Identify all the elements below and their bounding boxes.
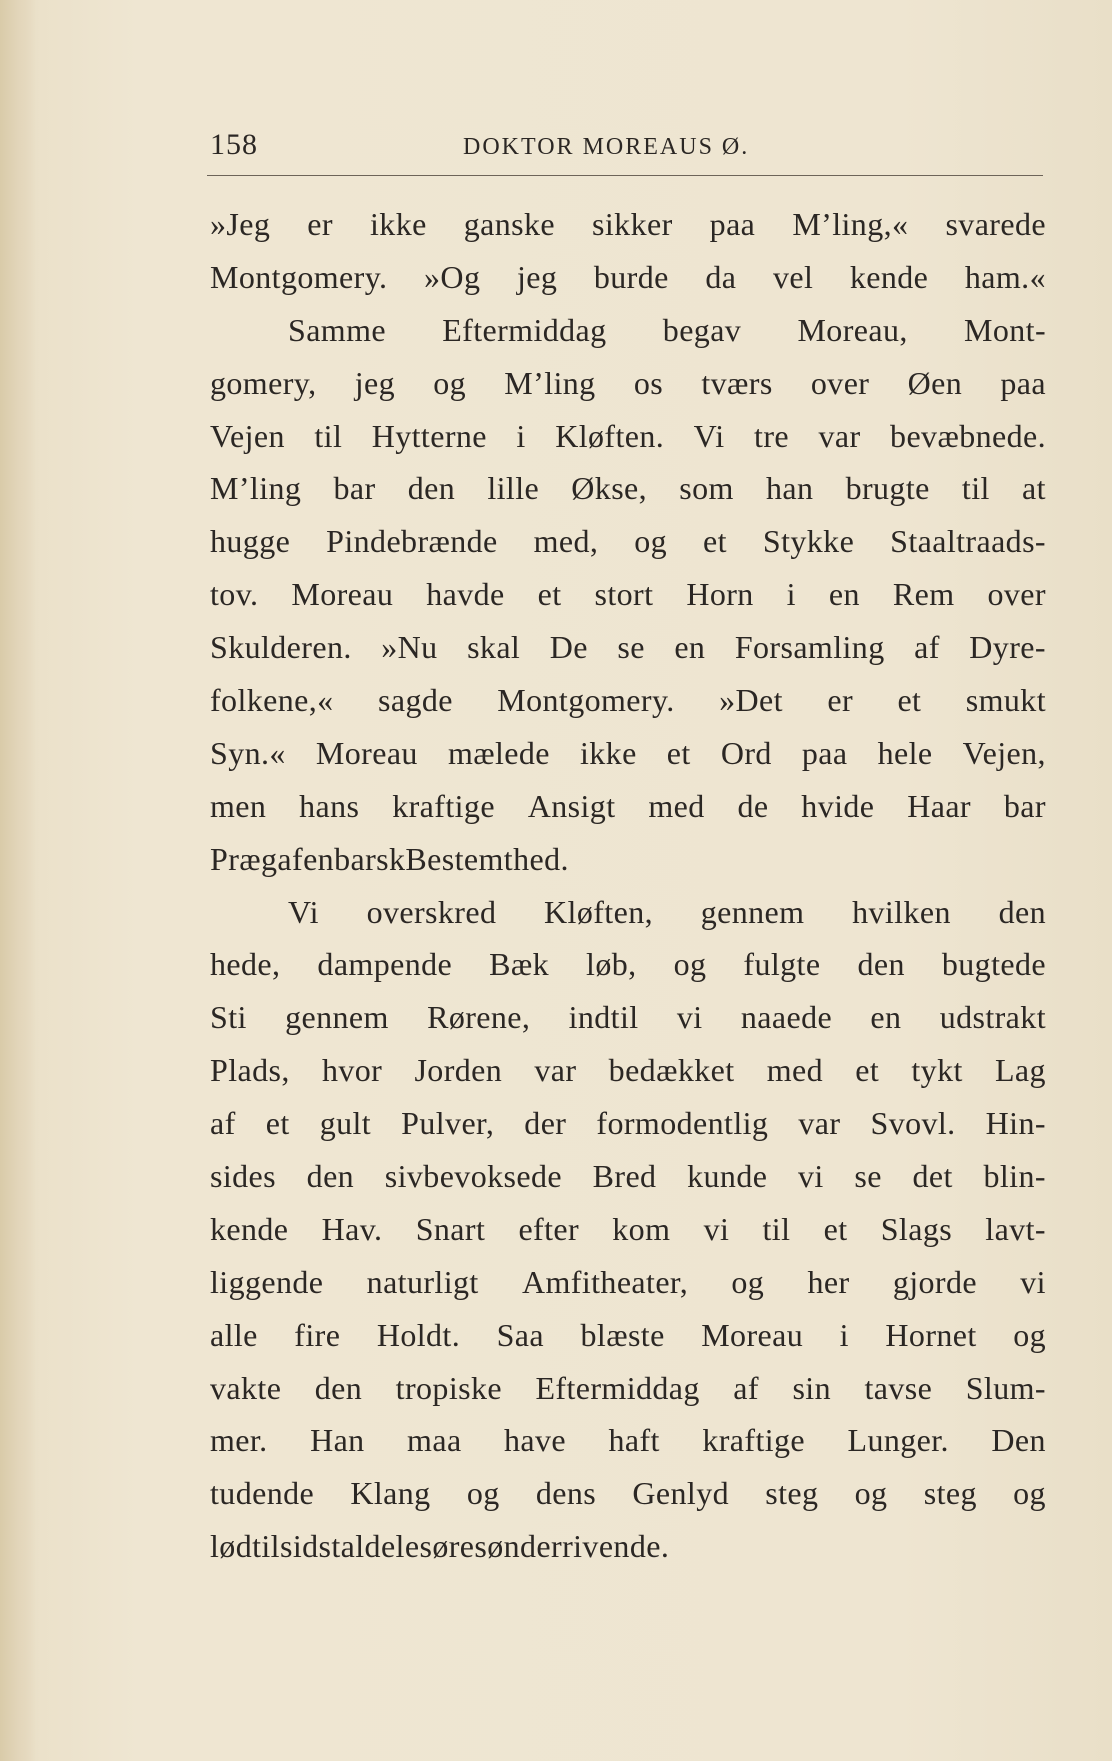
- word: i: [516, 417, 526, 454]
- word: Lag: [994, 1052, 1046, 1089]
- word: Stykke: [762, 523, 855, 560]
- word: Svovl.: [870, 1105, 956, 1142]
- word: M’ling,«: [792, 206, 909, 242]
- word: af: [733, 1369, 759, 1406]
- word: et: [855, 1052, 880, 1089]
- word: Syn.«: [210, 734, 286, 771]
- word: vi: [703, 1210, 730, 1247]
- text-line: [210, 991, 1046, 1044]
- word: i: [786, 576, 796, 613]
- word: i: [839, 1316, 849, 1353]
- word: naaede: [740, 999, 833, 1036]
- word: jeg: [516, 258, 558, 295]
- word: Vejen,: [962, 734, 1046, 771]
- word: blin-: [983, 1158, 1046, 1195]
- word: sides: [210, 1158, 276, 1195]
- body-text: [210, 198, 1046, 1573]
- word: som: [679, 470, 734, 507]
- word: Moreau,: [797, 311, 908, 348]
- word: af: [914, 629, 940, 666]
- word: naturligt: [366, 1263, 479, 1300]
- word: kende: [849, 258, 929, 295]
- word: liggende: [210, 1263, 324, 1300]
- word: tov.: [210, 576, 259, 613]
- word: Bestemthed.: [405, 840, 569, 877]
- word: Slum-: [965, 1369, 1046, 1406]
- word: formodentlig: [596, 1105, 769, 1142]
- word: med,: [533, 523, 599, 560]
- word: Snart: [415, 1210, 486, 1247]
- word: paa: [1000, 364, 1046, 401]
- word: til: [762, 1210, 791, 1247]
- word: tværs: [701, 364, 773, 401]
- word: vi: [676, 999, 703, 1036]
- word: Økse,: [571, 470, 648, 507]
- word: en: [828, 576, 860, 613]
- word: og: [673, 946, 707, 983]
- word: tropiske: [395, 1369, 502, 1406]
- word: Moreau: [291, 576, 394, 613]
- word: en: [674, 629, 706, 666]
- word: haft: [608, 1422, 660, 1459]
- word: brugte: [845, 470, 930, 507]
- word: men: [210, 787, 267, 824]
- word: overskred: [366, 893, 497, 930]
- word: Han: [310, 1422, 365, 1459]
- word: mælede: [447, 734, 550, 771]
- word: paa: [709, 206, 756, 242]
- word: kraftige: [702, 1422, 806, 1459]
- text-line: [210, 568, 1046, 621]
- word: en: [870, 999, 902, 1036]
- word: var: [798, 1105, 841, 1142]
- text-line: [210, 1414, 1046, 1467]
- word: lille: [487, 470, 540, 507]
- word: da: [705, 258, 737, 295]
- word: Forsamling: [734, 629, 885, 666]
- text-line: [210, 410, 1046, 463]
- word: vakte: [210, 1369, 282, 1406]
- word: hede,: [210, 946, 281, 983]
- word: Skulderen.: [210, 629, 352, 666]
- word: og: [634, 523, 668, 560]
- word: maa: [407, 1422, 462, 1459]
- word: en: [303, 840, 335, 877]
- word: sikker: [592, 206, 673, 242]
- word: Holdt.: [376, 1316, 461, 1353]
- word: vi: [798, 1158, 824, 1195]
- word: af: [210, 1105, 236, 1142]
- word: Sti: [210, 999, 247, 1036]
- word: med: [648, 787, 705, 824]
- word: over: [810, 364, 870, 401]
- text-line: [210, 1203, 1046, 1256]
- word: Mont-: [964, 311, 1046, 348]
- word: Kløften,: [544, 893, 653, 930]
- word: fire: [294, 1316, 341, 1353]
- word: fulgte: [743, 946, 821, 983]
- page-number: 158: [210, 128, 258, 161]
- word: udstrakt: [939, 999, 1046, 1036]
- word: og: [1013, 1475, 1046, 1512]
- word: ganske: [463, 206, 555, 242]
- word: svarede: [945, 206, 1046, 242]
- text-line: [210, 674, 1046, 727]
- word: løb,: [586, 946, 637, 983]
- word: den: [407, 470, 456, 507]
- word: Eftermiddag: [442, 311, 607, 348]
- word: Hav.: [321, 1210, 383, 1247]
- word: Lunger.: [847, 1422, 949, 1459]
- word: Klang: [350, 1475, 431, 1512]
- word: »Det: [719, 682, 783, 719]
- word: ham.«: [964, 258, 1046, 295]
- word: den: [314, 1369, 363, 1406]
- word: gjorde: [892, 1263, 977, 1300]
- word: M’ling: [210, 470, 302, 507]
- word: Præg: [210, 840, 278, 877]
- word: og: [731, 1263, 765, 1300]
- word: begav: [662, 311, 742, 348]
- word: steg: [923, 1475, 977, 1512]
- word: Plads,: [210, 1052, 290, 1089]
- word: Dyre-: [969, 629, 1046, 666]
- word: gult: [319, 1105, 372, 1142]
- word: Staaltraads-: [890, 523, 1046, 560]
- text-line: [210, 833, 1046, 886]
- word: gennem: [285, 999, 389, 1036]
- word: dens: [535, 1475, 597, 1512]
- word: et: [265, 1105, 290, 1142]
- word: vi: [1020, 1263, 1046, 1300]
- running-head: [210, 128, 1042, 172]
- word: til: [961, 470, 990, 507]
- word: barsk: [334, 840, 406, 877]
- word: skal: [467, 629, 521, 666]
- text-line: [210, 1097, 1046, 1150]
- word: bar: [1003, 787, 1046, 824]
- word: et: [823, 1210, 848, 1247]
- text-line: [210, 1150, 1046, 1203]
- word: Saa: [496, 1316, 545, 1353]
- word: Pindebrænde: [326, 523, 498, 560]
- text-line: [210, 621, 1046, 674]
- word: den: [306, 1158, 355, 1195]
- word: kraftige: [392, 787, 495, 824]
- word: et: [897, 682, 922, 719]
- word: Vi: [288, 893, 319, 930]
- word: Moreau: [315, 734, 418, 771]
- text-line: [210, 1520, 1046, 1573]
- text-line: [210, 198, 1046, 251]
- word: »Og: [424, 258, 481, 295]
- text-line: [210, 304, 1046, 357]
- word: havde: [426, 576, 505, 613]
- word: bar: [333, 470, 376, 507]
- word: paa: [801, 734, 848, 771]
- word: Pulver,: [401, 1105, 495, 1142]
- word: Genlyd: [632, 1475, 729, 1512]
- word: er: [827, 682, 854, 719]
- word: Horn: [686, 576, 754, 613]
- word: et: [537, 576, 562, 613]
- text-line: [210, 727, 1046, 780]
- word: Eftermiddag: [535, 1369, 700, 1406]
- word: af: [277, 840, 304, 877]
- header-rule: [207, 175, 1043, 176]
- word: den: [857, 946, 905, 983]
- word: han: [765, 470, 814, 507]
- word: var: [534, 1052, 577, 1089]
- word: Haar: [907, 787, 971, 824]
- word: stort: [594, 576, 654, 613]
- word: ikke: [579, 734, 637, 771]
- word: gennem: [700, 893, 805, 930]
- text-line: [210, 780, 1046, 833]
- word: jeg: [354, 364, 396, 401]
- word: De: [549, 629, 588, 666]
- word: kende: [210, 1210, 289, 1247]
- word: Vi: [693, 417, 725, 454]
- word: sin: [792, 1369, 831, 1406]
- word: os: [633, 364, 664, 401]
- text-line: [210, 462, 1046, 515]
- word: Bred: [592, 1158, 657, 1195]
- word: M’ling: [504, 364, 596, 401]
- word: »Nu: [381, 629, 438, 666]
- text-line: [210, 1309, 1046, 1362]
- word: Jorden: [414, 1052, 503, 1089]
- word: over: [987, 576, 1046, 613]
- word: Amfitheater,: [521, 1263, 689, 1300]
- text-line: [210, 1467, 1046, 1520]
- word: mer.: [210, 1422, 268, 1459]
- word: Rørene,: [427, 999, 531, 1036]
- word: dampende: [317, 946, 453, 983]
- text-line: [210, 938, 1046, 991]
- word: og: [466, 1475, 500, 1512]
- word: hvor: [321, 1052, 383, 1089]
- word: »Jeg: [210, 206, 271, 242]
- word: se: [854, 1158, 882, 1195]
- word: Øen: [907, 364, 963, 401]
- word: hele: [877, 734, 933, 771]
- word: et: [703, 523, 727, 560]
- text-line: [210, 886, 1046, 939]
- word: tudende: [210, 1475, 315, 1512]
- word: burde: [593, 258, 669, 295]
- word: sivbevoksede: [384, 1158, 562, 1195]
- word: Ansigt: [527, 787, 616, 824]
- word: alle: [210, 1316, 258, 1353]
- word: tavse: [864, 1369, 933, 1406]
- word: et: [666, 734, 691, 771]
- running-title: DOKTOR MOREAUS Ø.: [463, 134, 750, 160]
- word: Slags: [880, 1210, 953, 1247]
- word: er: [307, 206, 333, 242]
- word: og: [1013, 1316, 1046, 1353]
- word: Hytterne: [371, 417, 487, 454]
- text-line: [210, 515, 1046, 568]
- word: tilsidst: [252, 1528, 341, 1565]
- word: Ord: [720, 734, 772, 771]
- text-line: [210, 357, 1046, 410]
- word: at: [1021, 470, 1046, 507]
- word: aldeles: [340, 1528, 433, 1565]
- word: Montgomery.: [210, 258, 388, 295]
- word: hugge: [210, 523, 291, 560]
- word: øresønderrivende.: [432, 1528, 670, 1565]
- word: vel: [772, 258, 814, 295]
- word: sagde: [377, 682, 453, 719]
- word: her: [807, 1263, 850, 1300]
- word: se: [617, 629, 645, 666]
- word: med: [766, 1052, 824, 1089]
- word: blæste: [580, 1316, 665, 1353]
- word: Rem: [892, 576, 955, 613]
- word: steg: [765, 1475, 819, 1512]
- word: til: [314, 417, 343, 454]
- word: Bæk: [489, 946, 550, 983]
- word: kunde: [687, 1158, 768, 1195]
- word: hvilken: [852, 893, 951, 930]
- word: tre: [754, 417, 789, 454]
- text-line: [210, 1362, 1046, 1415]
- word: bevæbnede.: [890, 417, 1046, 454]
- word: have: [504, 1422, 567, 1459]
- text-line: [210, 1044, 1046, 1097]
- word: indtil: [568, 999, 639, 1036]
- word: hans: [299, 787, 360, 824]
- word: tykt: [911, 1052, 963, 1089]
- word: bugtede: [941, 946, 1046, 983]
- word: folkene,«: [210, 682, 334, 719]
- word: og: [433, 364, 467, 401]
- word: Moreau: [701, 1316, 804, 1353]
- word: lød: [210, 1528, 253, 1565]
- word: kom: [612, 1210, 671, 1247]
- word: Hin-: [985, 1105, 1046, 1142]
- word: Kløften.: [555, 417, 665, 454]
- word: lavt-: [985, 1210, 1046, 1247]
- page-gutter-shadow: [0, 0, 36, 1761]
- word: det: [912, 1158, 953, 1195]
- word: den: [998, 893, 1046, 930]
- word: ikke: [370, 206, 427, 242]
- word: Hornet: [885, 1316, 977, 1353]
- word: Montgomery.: [497, 682, 675, 719]
- text-line: [210, 251, 1046, 304]
- word: Vejen: [210, 417, 285, 454]
- word: efter: [518, 1210, 580, 1247]
- word: de: [737, 787, 769, 824]
- word: hvide: [801, 787, 875, 824]
- word: og: [854, 1475, 888, 1512]
- word: Den: [991, 1422, 1046, 1459]
- word: Samme: [288, 311, 386, 348]
- word: gomery,: [210, 364, 317, 401]
- text-line: [210, 1256, 1046, 1309]
- word: smukt: [965, 682, 1046, 719]
- word: bedækket: [608, 1052, 735, 1089]
- word: var: [818, 417, 861, 454]
- word: der: [524, 1105, 567, 1142]
